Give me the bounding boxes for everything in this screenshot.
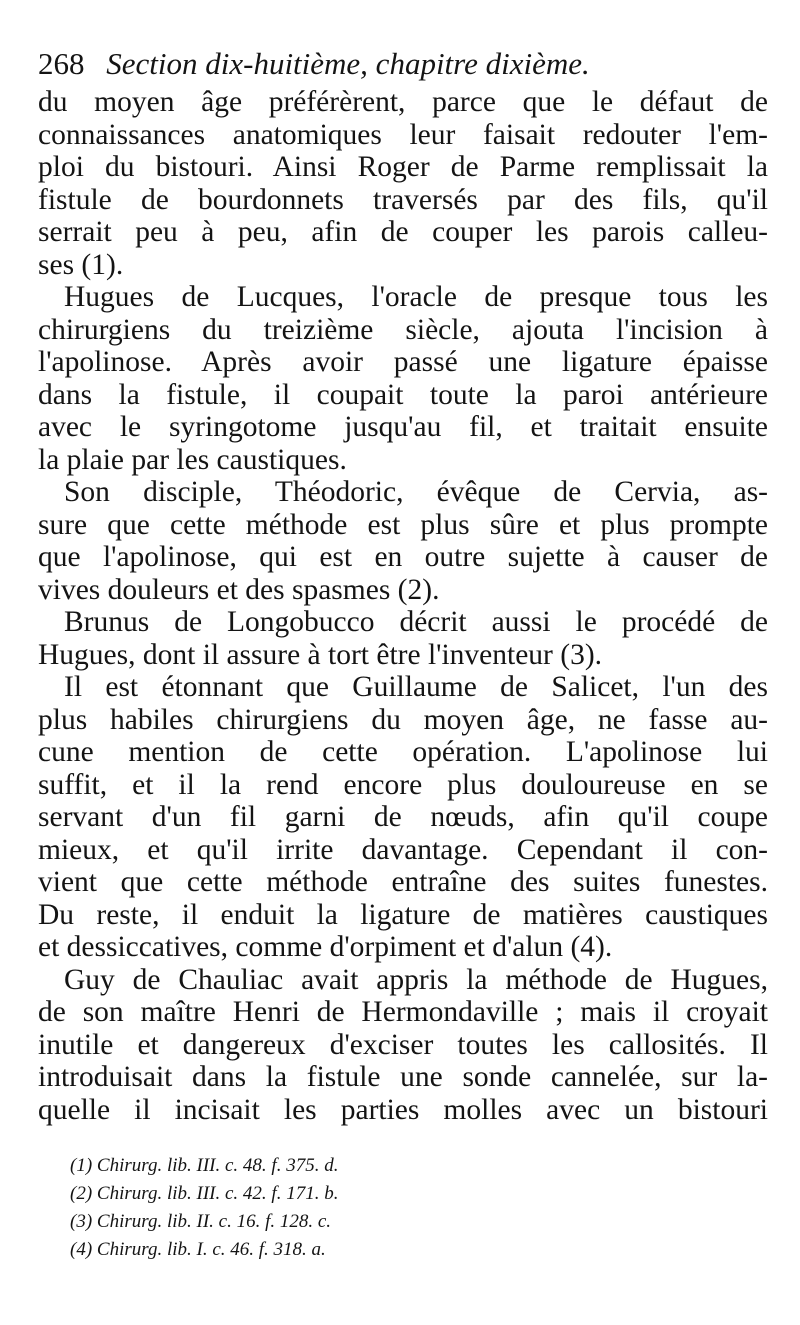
- footnote: (1) Chirurg. lib. III. c. 48. f. 375. d.: [70, 1155, 339, 1176]
- running-header: [38, 42, 758, 86]
- text-line: serrait peu à peu, afin de couper les parois calleu-: [38, 216, 768, 248]
- text-line: vives douleurs et des spasmes (2).: [38, 573, 440, 606]
- text-line: Guy de Chauliac avait appris la méthode de Hugues,: [64, 963, 768, 996]
- text-line: sure que cette méthode est plus sûre et plus prompte: [38, 508, 768, 541]
- running-title: Section dix-huitième, chapitre dixième.: [106, 46, 590, 81]
- text-line: que l'apolinose, qui est en outre sujette à causer de: [38, 541, 768, 573]
- text-line: dans la fistule, il coupait toute la paroi antérieure: [38, 378, 768, 411]
- text-line: du moyen âge préférèrent, parce que le défaut de: [38, 86, 768, 118]
- text-line: Du reste, il enduit la ligature de matières caustiques: [38, 898, 768, 931]
- footnotes: [70, 1152, 630, 1264]
- text-line: et dessiccatives, comme d'orpiment et d'alun (4).: [38, 931, 613, 963]
- text-line: quelle il incisait les parties molles avec un bistouri: [38, 1093, 768, 1126]
- text-line: suffit, et il la rend encore plus douloureuse en se: [38, 768, 768, 801]
- text-line: Hugues de Lucques, l'oracle de presque tous les: [64, 281, 768, 313]
- text-line: ses (1).: [38, 248, 124, 281]
- footnote: (4) Chirurg. lib. I. c. 46. f. 318. a.: [70, 1239, 326, 1260]
- text-line: mieux, et qu'il irrite davantage. Cependant il con-: [38, 833, 768, 866]
- text-line: la plaie par les caustiques.: [38, 443, 347, 476]
- page-number: 268: [38, 46, 85, 81]
- text-line: Hugues, dont il assure à tort être l'inventeur (3).: [38, 638, 603, 671]
- footnote: (2) Chirurg. lib. III. c. 42. f. 171. b.: [70, 1183, 339, 1204]
- text-line: l'apolinose. Après avoir passé une ligature épaisse: [38, 346, 768, 378]
- text-line: servant d'un fil garni de nœuds, afin qu'il coupe: [38, 801, 768, 833]
- text-line: introduisait dans la fistule une sonde cannelée, sur la-: [38, 1061, 768, 1093]
- footnote: (3) Chirurg. lib. II. c. 16. f. 128. c.: [70, 1211, 332, 1232]
- text-line: cune mention de cette opération. L'apolinose lui: [38, 736, 768, 768]
- text-line: avec le syringotome jusqu'au fil, et traitait ensuite: [38, 411, 768, 443]
- text-line: connaissances anatomiques leur faisait redouter l'em-: [38, 118, 768, 151]
- text-line: Son disciple, Théodoric, évêque de Cervia, as-: [64, 476, 768, 508]
- text-line: fistule de bourdonnets traversés par des fils, qu'il: [38, 183, 768, 216]
- text-line: chirurgiens du treizième siècle, ajouta l'incision à: [38, 313, 768, 346]
- text-line: de son maître Henri de Hermondaville ; mais il croyait: [38, 996, 768, 1028]
- text-line: inutile et dangereux d'exciser toutes les callosités. Il: [38, 1028, 768, 1061]
- text-line: Brunus de Longobucco décrit aussi le procédé de: [64, 606, 768, 638]
- text-line: vient que cette méthode entraîne des suites funestes.: [38, 866, 768, 898]
- body-text: [38, 86, 768, 1126]
- text-line: ploi du bistouri. Ainsi Roger de Parme remplissait la: [38, 151, 768, 183]
- text-line: Il est étonnant que Guillaume de Salicet, l'un des: [64, 671, 768, 703]
- text-line: plus habiles chirurgiens du moyen âge, ne fasse au-: [38, 703, 768, 736]
